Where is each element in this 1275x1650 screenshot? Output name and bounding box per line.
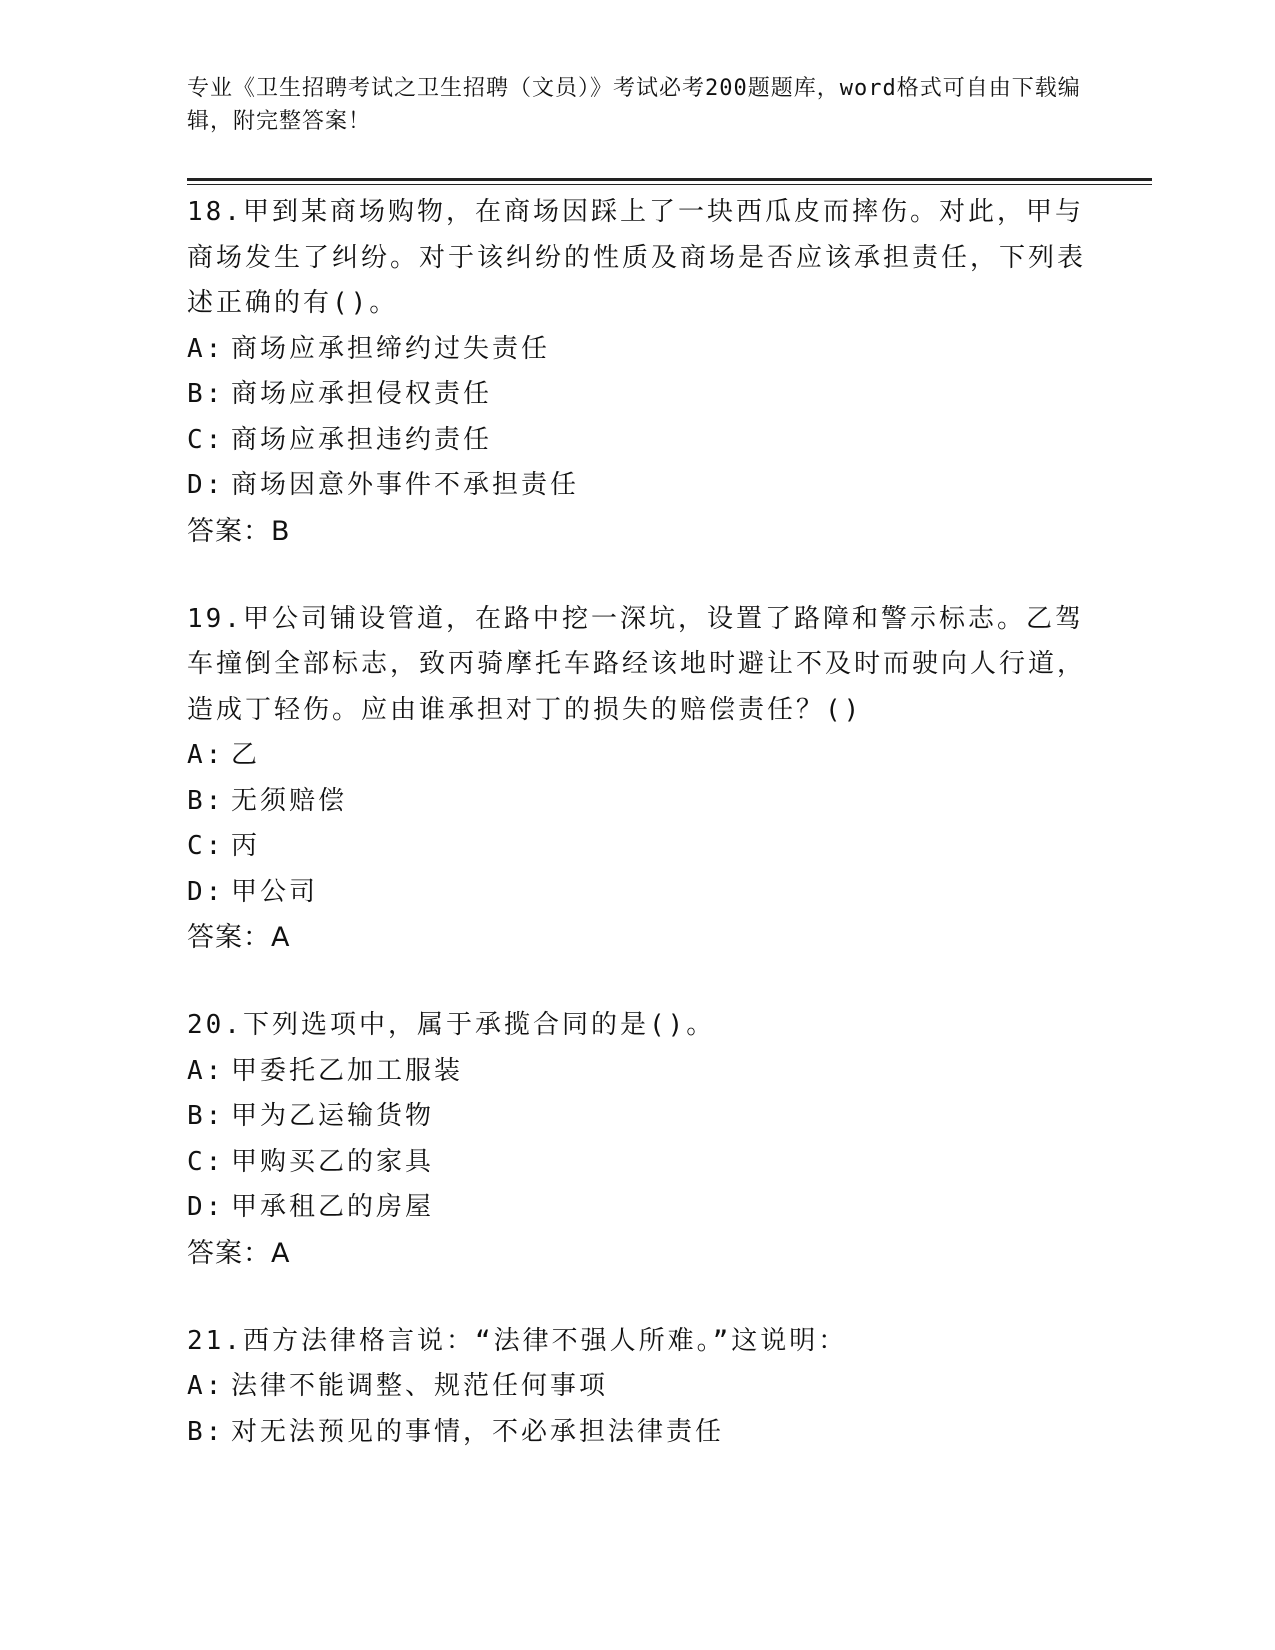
option-text: 甲购买乙的家具 xyxy=(231,1146,435,1177)
option-text: 甲委托乙加工服装 xyxy=(231,1055,464,1086)
option-d xyxy=(187,1185,1087,1231)
option-letter: A: xyxy=(187,1371,225,1401)
document-header xyxy=(187,72,1087,138)
question-stem: 20.下列选项中，属于承揽合同的是()。 xyxy=(187,1010,716,1040)
question-18 xyxy=(187,190,1087,555)
option-a xyxy=(187,733,1087,779)
option-b xyxy=(187,1094,1087,1140)
option-text: 商场应承担违约责任 xyxy=(231,424,493,455)
header-divider-thick xyxy=(187,178,1152,181)
answer-text: 答案：B xyxy=(187,515,291,547)
option-letter: C: xyxy=(187,424,225,455)
option-letter: B: xyxy=(187,1416,225,1447)
option-text: 无须赔偿 xyxy=(231,785,348,816)
option-b xyxy=(187,372,1087,418)
option-d xyxy=(187,463,1087,509)
option-c xyxy=(187,824,1087,870)
option-b xyxy=(187,779,1087,825)
question-19 xyxy=(187,597,1087,962)
answer-text: 答案：A xyxy=(187,1237,291,1269)
option-letter: B: xyxy=(187,1101,225,1131)
question-20 xyxy=(187,1003,1087,1277)
question-21 xyxy=(187,1319,1087,1456)
option-letter: D: xyxy=(187,470,225,500)
answer-text: 答案：A xyxy=(187,922,291,953)
option-a xyxy=(187,1049,1087,1095)
option-c xyxy=(187,418,1087,464)
option-letter: B: xyxy=(187,379,225,409)
question-stem: 18.甲到某商场购物，在商场因踩上了一块西瓜皮而摔伤。对此，甲与商场发生了纠纷。对于该纠纷的性质及商场是否应该承担责任，下列表述正确的有()。 xyxy=(187,197,1087,318)
option-text: 甲公司 xyxy=(231,876,319,907)
option-text: 乙 xyxy=(231,740,261,770)
header-divider-thin xyxy=(187,184,1152,185)
option-d xyxy=(187,870,1087,916)
question-stem: 19.甲公司铺设管道，在路中挖一深坑，设置了路障和警示标志。乙驾车撞倒全部标志，致丙骑摩托车路经该地时避让不及时而驶向人行道，造成丁轻伤。应由谁承担对丁的损失的赔偿责任？() xyxy=(187,603,1087,725)
option-a xyxy=(187,1364,1087,1410)
option-letter: C: xyxy=(187,831,225,861)
question-stem: 21.西方法律格言说：“法律不强人所难。”这说明： xyxy=(187,1325,848,1356)
option-text: 商场因意外事件不承担责任 xyxy=(231,470,580,500)
header-text: 专业《卫生招聘考试之卫生招聘（文员）》考试必考200题题库，word格式可自由下载编辑，附完整答案！ xyxy=(187,76,1081,134)
option-letter: A: xyxy=(187,740,225,770)
option-text: 丙 xyxy=(231,831,261,861)
option-letter: A: xyxy=(187,1055,225,1086)
option-text: 商场应承担侵权责任 xyxy=(231,379,493,409)
option-letter: D: xyxy=(187,876,225,907)
option-c xyxy=(187,1140,1087,1186)
option-letter: D: xyxy=(187,1192,225,1222)
option-text: 商场应承担缔约过失责任 xyxy=(231,333,551,364)
option-letter: C: xyxy=(187,1146,225,1177)
option-text: 甲为乙运输货物 xyxy=(231,1101,435,1131)
option-text: 甲承租乙的房屋 xyxy=(231,1192,435,1222)
option-a xyxy=(187,327,1087,373)
question-list xyxy=(187,190,1087,1497)
option-text: 对无法预见的事情，不必承担法律责任 xyxy=(231,1416,725,1447)
option-letter: B: xyxy=(187,785,225,816)
option-text: 法律不能调整、规范任何事项 xyxy=(231,1371,609,1401)
option-letter: A: xyxy=(187,333,225,364)
option-b xyxy=(187,1410,1087,1456)
